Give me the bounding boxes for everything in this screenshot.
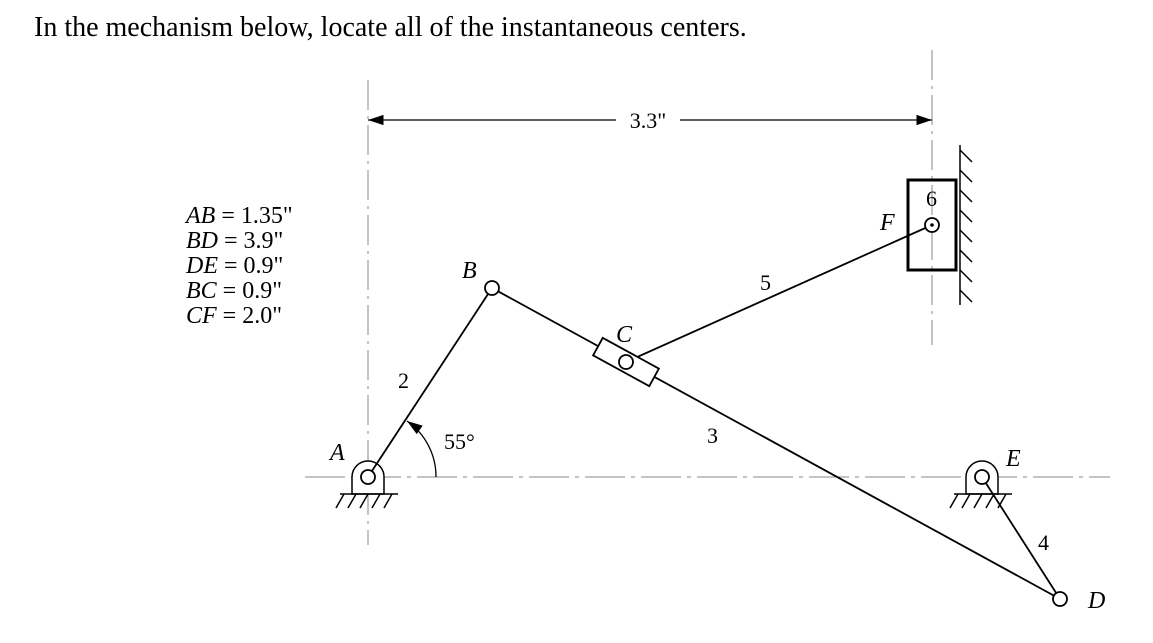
dim-bd: BD = 3.9" [186, 228, 284, 254]
label-e: E [1006, 446, 1021, 472]
dimension-3-3-label: 3.3" [629, 108, 667, 133]
joint-e [975, 470, 989, 484]
label-link-6: 6 [926, 186, 937, 211]
label-f: F [880, 210, 895, 236]
dim-ab: AB = 1.35" [186, 203, 293, 229]
link-5 [626, 225, 932, 362]
joint-b [485, 281, 499, 295]
dim-bc: BC = 0.9" [186, 278, 283, 304]
label-link-4: 4 [1038, 530, 1049, 555]
link-3 [492, 288, 1060, 599]
joint-a [361, 470, 375, 484]
dim-de: DE = 0.9" [186, 253, 284, 279]
joint-f-dot [930, 223, 934, 227]
label-d: D [1088, 588, 1106, 614]
label-b: B [462, 258, 477, 284]
label-link-2: 2 [398, 368, 409, 393]
angle-label: 55° [444, 429, 475, 454]
label-link-3: 3 [707, 423, 718, 448]
label-c: C [616, 322, 633, 348]
problem-statement: In the mechanism below, locate all of the instantaneous centers. [34, 12, 747, 43]
label-link-5: 5 [760, 270, 771, 295]
label-a: A [330, 440, 345, 466]
joint-d [1053, 592, 1067, 606]
slider-guide-wall [960, 145, 972, 305]
joint-c [619, 355, 633, 369]
dim-cf: CF = 2.0" [186, 303, 283, 329]
angle-arc [407, 421, 436, 477]
